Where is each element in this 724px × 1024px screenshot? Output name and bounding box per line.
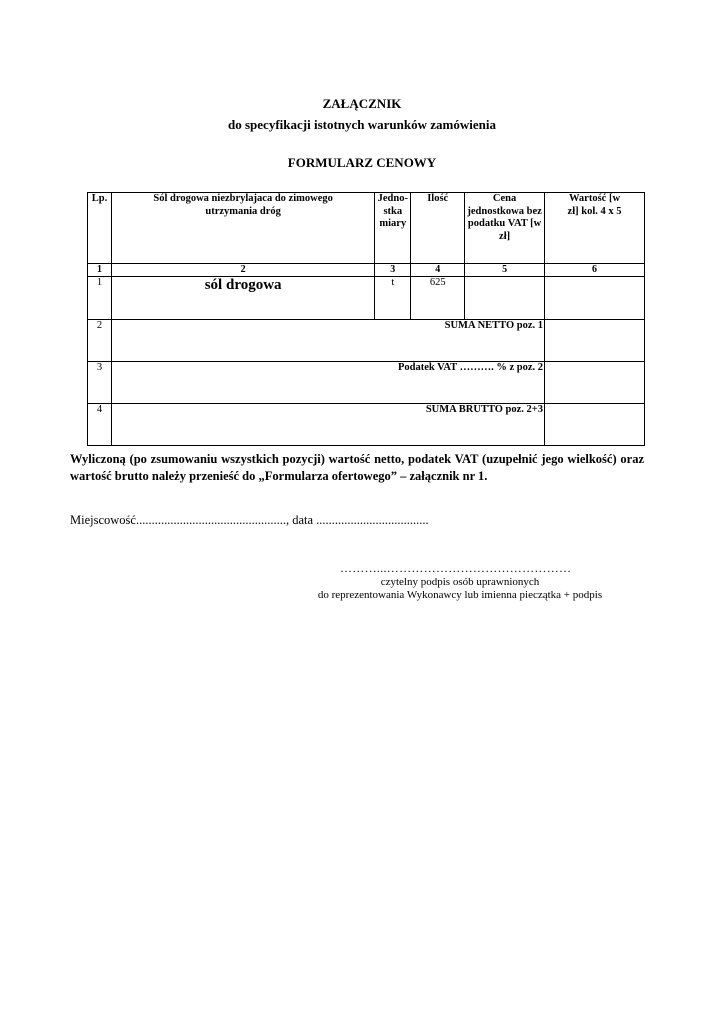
- table-row: [88, 277, 645, 320]
- vat-value-cell[interactable]: [545, 362, 645, 404]
- col-header-lp: Lp.: [88, 193, 112, 264]
- col-number: 5: [465, 264, 545, 277]
- attachment-title: ZAŁĄCZNIK: [322, 96, 402, 111]
- signature-caption-2: do reprezentowania Wykonawcy lub imienna pieczątka + podpis: [317, 589, 603, 601]
- col-number: 6: [545, 264, 645, 277]
- summary-row-brutto: [88, 404, 645, 446]
- col-header-value: Wartość [w zł] kol. 4 x 5: [545, 193, 645, 264]
- summary-row-vat: [88, 362, 645, 404]
- col-header-unit: Jedno-stka miary: [375, 193, 411, 264]
- price-table: [87, 192, 645, 446]
- col-number: 2: [111, 264, 374, 277]
- table-header-row: [88, 193, 645, 264]
- row-value-cell[interactable]: [545, 277, 645, 320]
- col-header-qty: Ilość: [411, 193, 465, 264]
- summary-row-netto: [88, 320, 645, 362]
- sum-netto-label: SUMA NETTO poz. 1: [111, 320, 544, 362]
- column-number-row: [88, 264, 645, 277]
- form-title: FORMULARZ CENOWY: [287, 155, 437, 170]
- col-header-item: Sól drogowa niezbrylajaca do zimowego utrzymania dróg: [111, 193, 374, 264]
- row-lp: 1: [88, 277, 112, 320]
- sum-brutto-value-cell[interactable]: [545, 404, 645, 446]
- row-qty: 625: [411, 277, 465, 320]
- place-date-line: Miejscowość................................................, data ....................................: [70, 513, 429, 527]
- vat-label: Podatek VAT ………. % z poz. 2: [111, 362, 544, 404]
- col-number: 3: [375, 264, 411, 277]
- attachment-subtitle: do specyfikacji istotnych warunków zamówienia: [228, 117, 496, 132]
- instruction-note: Wyliczoną (po zsumowaniu wszystkich pozycji) wartość netto, podatek VAT (uzupełnić jego wielkość) oraz wartość brutto należy przenieść do „Formularza ofertowego” – załącznik nr 1.: [70, 452, 644, 483]
- col-number: 4: [411, 264, 465, 277]
- sum-netto-value-cell[interactable]: [545, 320, 645, 362]
- row-lp: 2: [88, 320, 112, 362]
- sum-brutto-label: SUMA BRUTTO poz. 2+3: [111, 404, 544, 446]
- signature-caption-1: czytelny podpis osób uprawnionych: [380, 576, 540, 588]
- col-header-price: Cena jednostkowa bez podatku VAT [w zł]: [465, 193, 545, 264]
- row-unit-price-cell[interactable]: [465, 277, 545, 320]
- row-unit: t: [375, 277, 411, 320]
- row-lp: 4: [88, 404, 112, 446]
- signature-line: ………...………………………………………: [340, 561, 572, 575]
- col-number: 1: [88, 264, 112, 277]
- row-item-name: sól drogowa: [111, 277, 374, 320]
- row-lp: 3: [88, 362, 112, 404]
